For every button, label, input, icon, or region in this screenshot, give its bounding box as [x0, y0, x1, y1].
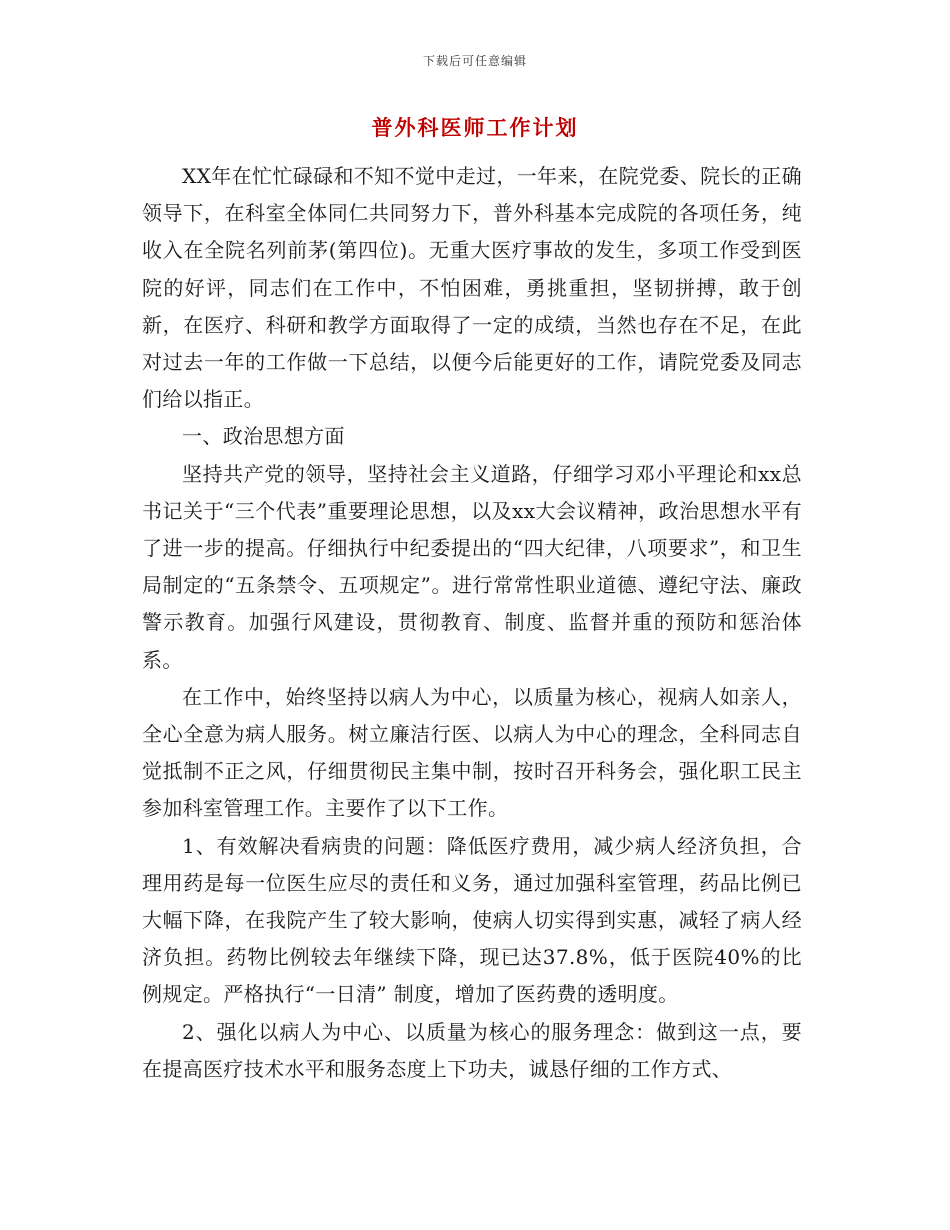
paragraph-item-2: 2、强化以病人为中心、以质量为核心的服务理念：做到这一点，要在提高医疗技术水平和服务态度上下功夫，诚恳仔细的工作方式、	[142, 1019, 802, 1081]
document-title: 普外科医师工作计划	[371, 115, 579, 140]
paragraph-patient-centered: 在工作中，始终坚持以病人为中心，以质量为核心，视病人如亲人，全心全意为病人服务。树立廉洁行医、以病人为中心的理念，全科同志自觉抵制不正之风，仔细贯彻民主集中制，按时召开科务会，强化职工民主参加科室管理工作。主要作了以下工作。	[142, 684, 802, 821]
section-heading-political: 一、政治思想方面	[182, 424, 345, 449]
paragraph-intro: XX年在忙忙碌碌和不知不觉中走过，一年来，在院党委、院长的正确领导下，在科室全体同仁共同努力下，普外科基本完成院的各项任务，纯收入在全院名列前茅(第四位)。无重大医疗事故的发生，多项工作受到医院的好评，同志们在工作中，不怕困难，勇挑重担，坚韧拼搏，敢于创新，在医疗、科研和教学方面取得了一定的成绩，当然也存在不足，在此对过去一年的工作做一下总结，以便今后能更好的工作，请院党委及同志们给以指正。	[142, 164, 802, 412]
download-note: 下载后可任意编辑	[422, 54, 527, 68]
paragraph-item-1: 1、有效解决看病贵的问题：降低医疗费用，减少病人经济负担，合理用药是每一位医生应尽的责任和义务，通过加强科室管理，药品比例已大幅下降，在我院产生了较大影响，使病人切实得到实惠，减轻了病人经济负担。药物比例较去年继续下降，现已达37.8%，低于医院40%的比例规定。严格执行“一日清” 制度，增加了医药费的透明度。	[142, 833, 802, 1007]
paragraph-political: 坚持共产党的领导，坚持社会主义道路，仔细学习邓小平理论和xx总书记关于“三个代表”重要理论思想，以及xx大会议精神，政治思想水平有了进一步的提高。仔细执行中纪委提出的“四大纪律，八项要求”，和卫生局制定的“五条禁令、五项规定”。进行常常性职业道德、遵纪守法、廉政警示教育。加强行风建设，贯彻教育、制度、监督并重的预防和惩治体系。	[142, 461, 802, 672]
document-body	[142, 158, 802, 1088]
